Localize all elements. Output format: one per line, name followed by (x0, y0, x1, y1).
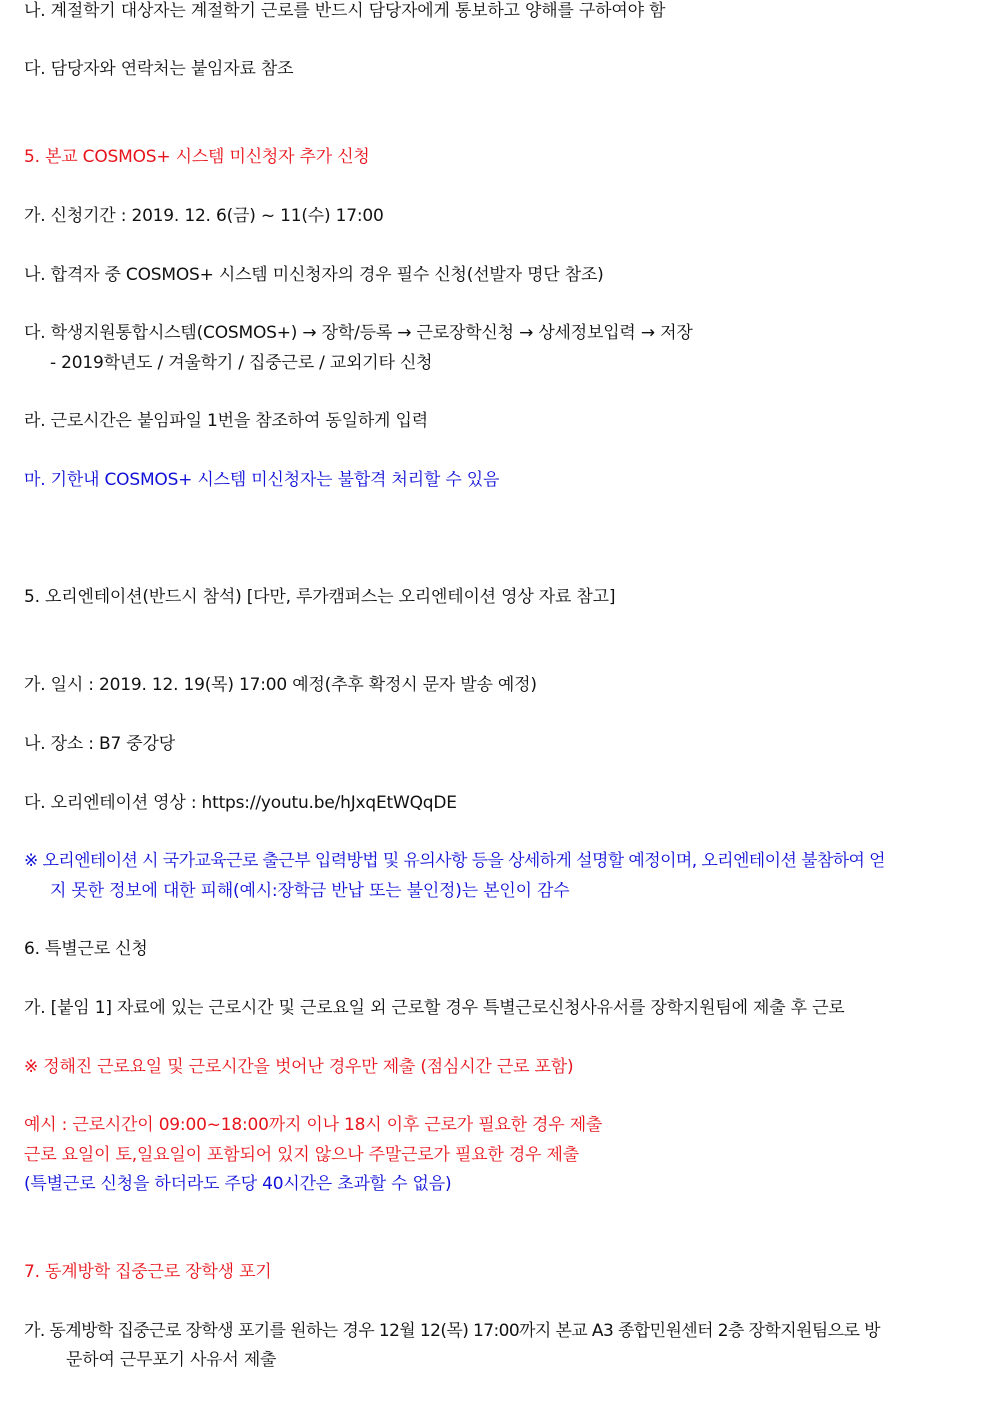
section5-orientation-item-na: 나. 장소 : B7 중강당 (24, 734, 175, 754)
section5-orientation-item-ga: 가. 일시 : 2019. 12. 19(목) 17:00 예정(추후 확정시 문자 발송 예정) (24, 675, 537, 695)
section5-cosmos-item-ma: 마. 기한내 COSMOS+ 시스템 미신청자는 불합격 처리할 수 있음 (24, 470, 500, 490)
section5-cosmos-item-ra: 라. 근로시간은 붙임파일 1번을 참조하여 동일하게 입력 (24, 411, 428, 431)
section5-cosmos-item-da-line2: - 2019학년도 / 겨울학기 / 집중근로 / 교외기타 신청 (50, 353, 433, 373)
section5-cosmos-item-ga: 가. 신청기간 : 2019. 12. 6(금) ~ 11(수) 17:00 (24, 206, 384, 226)
section6-example-line3: (특별근로 신청을 하더라도 주당 40시간은 초과할 수 없음) (24, 1174, 452, 1194)
section6-example-line2: 근로 요일이 토,일요일이 포함되어 있지 않으나 주말근로가 필요한 경우 제출 (24, 1145, 579, 1165)
section5-orientation-note-line1: ※ 오리엔테이션 시 국가교육근로 출근부 입력방법 및 유의사항 등을 상세하게 설명할 예정이며, 오리엔테이션 불참하여 얻 (24, 851, 885, 871)
section5-cosmos-item-na: 나. 합격자 중 COSMOS+ 시스템 미신청자의 경우 필수 신청(선발자 명단 참조) (24, 265, 604, 285)
section6-item-ga: 가. [붙임 1] 자료에 있는 근로시간 및 근로요일 외 근로할 경우 특별근로신청사유서를 장학지원팀에 제출 후 근로 (24, 998, 845, 1018)
section5-orientation-item-da: 다. 오리엔테이션 영상 : https://youtu.be/hJxqEtWQqDE (24, 793, 457, 813)
section7-heading: 7. 동계방학 집중근로 장학생 포기 (24, 1262, 272, 1282)
section7-item-ga-line2: 문하여 근무포기 사유서 제출 (66, 1350, 277, 1370)
section6-heading: 6. 특별근로 신청 (24, 939, 148, 959)
section6-example-line1: 예시 : 근로시간이 09:00~18:00까지 이나 18시 이후 근로가 필요한 경우 제출 (24, 1115, 603, 1135)
section4-item-na: 나. 계절학기 대상자는 계절학기 근로를 반드시 담당자에게 통보하고 양해를 구하여야 함 (24, 1, 666, 21)
section7-item-ga-line1: 가. 동계방학 집중근로 장학생 포기를 원하는 경우 12월 12(목) 17:00까지 본교 A3 종합민원센터 2층 장학지원팀으로 방 (24, 1321, 880, 1341)
section4-item-da: 다. 담당자와 연락처는 붙임자료 참조 (24, 59, 294, 79)
section5-cosmos-heading: 5. 본교 COSMOS+ 시스템 미신청자 추가 신청 (24, 147, 370, 167)
section5-orientation-note-line2: 지 못한 정보에 대한 피해(예시:장학금 반납 또는 불인정)는 본인이 감수 (50, 881, 570, 901)
section6-note: ※ 정해진 근로요일 및 근로시간을 벗어난 경우만 제출 (점심시간 근로 포함) (24, 1057, 574, 1077)
section5-cosmos-item-da-line1: 다. 학생지원통합시스템(COSMOS+) → 장학/등록 → 근로장학신청 → 상세정보입력 → 저장 (24, 323, 693, 343)
section5-orientation-heading: 5. 오리엔테이션(반드시 참석) [다만, 루가캠퍼스는 오리엔테이션 영상 자료 참고] (24, 587, 616, 607)
